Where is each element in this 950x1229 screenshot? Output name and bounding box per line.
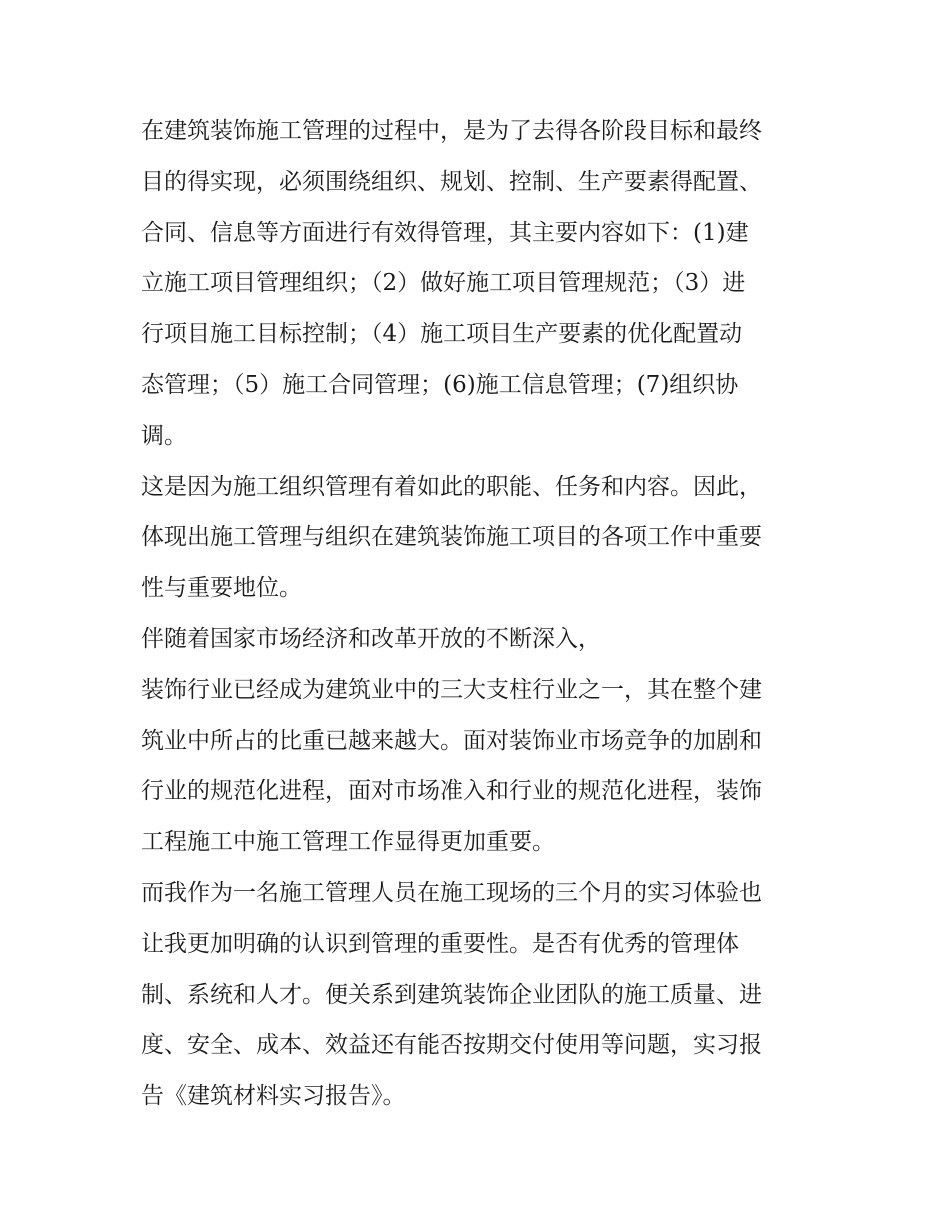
text-line: 伴随着国家市场经济和改革开放的不断深入，	[141, 625, 601, 652]
text-line: 告《建筑材料实习报告》。	[141, 1083, 406, 1110]
text-line: 而我作为一名施工管理人员在施工现场的三个月的实习体验也	[141, 879, 762, 906]
text-line: 行业的规范化进程，面对市场准入和行业的规范化进程，装饰	[141, 778, 762, 805]
text-line: 这是因为施工组织管理有着如此的职能、任务和内容。因此，	[141, 473, 762, 500]
text-line: 性与重要地位。	[141, 575, 302, 602]
text-line: 态管理；（5）施工合同管理；(6)施工信息管理；(7)组织协	[141, 371, 739, 398]
text-line: 工程施工中施工管理工作显得更加重要。	[141, 829, 555, 856]
text-line: 行项目施工目标控制；（4）施工项目生产要素的优化配置动	[141, 321, 743, 348]
text-line: 装饰行业已经成为建筑业中的三大支柱行业之一，其在整个建	[141, 676, 762, 703]
text-line: 调。	[141, 422, 187, 449]
text-line: 在建筑装饰施工管理的过程中，是为了去得各阶段目标和最终	[141, 118, 762, 144]
text-line: 体现出施工管理与组织在建筑装饰施工项目的各项工作中重要	[141, 524, 762, 551]
text-line: 立施工项目管理组织；（2）做好施工项目管理规范；（3）进	[141, 270, 746, 297]
text-line: 目的得实现，必须围绕组织、规划、控制、生产要素得配置、	[141, 168, 762, 195]
text-line: 合同、信息等方面进行有效得管理，其主要内容如下：(1)建	[141, 219, 749, 246]
text-line: 让我更加明确的认识到管理的重要性。是否有优秀的管理体	[141, 930, 739, 957]
body-text	[141, 106, 821, 1122]
text-line: 制、系统和人才。便关系到建筑装饰企业团队的施工质量、进	[141, 981, 762, 1008]
text-line: 筑业中所占的比重已越来越大。面对装饰业市场竞争的加剧和	[141, 727, 762, 754]
text-line: 度、安全、成本、效益还有能否按期交付使用等问题，实习报	[141, 1032, 762, 1059]
